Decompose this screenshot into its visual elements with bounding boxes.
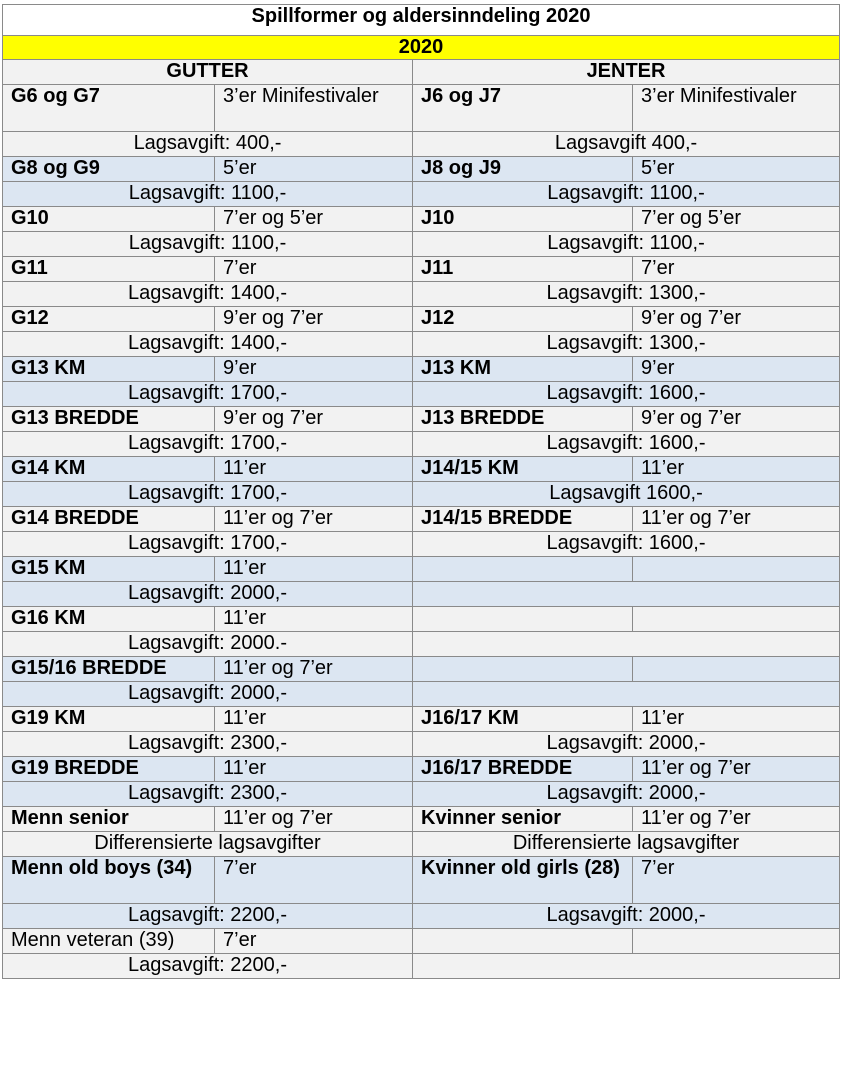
girls-group-name: J16/17 KM (413, 707, 633, 732)
boys-game-format: 3’er Minifestivaler (215, 85, 413, 132)
fee-row (3, 332, 840, 357)
age-group-table (2, 4, 840, 979)
girls-team-fee: Lagsavgift 1600,- (413, 482, 840, 507)
boys-group-name: G14 BREDDE (3, 507, 215, 532)
fee-row (3, 532, 840, 557)
girls-group-name: J8 og J9 (413, 157, 633, 182)
boys-team-fee: Lagsavgift: 1700,- (3, 432, 413, 457)
girls-game-format (633, 607, 840, 632)
girls-game-format: 5’er (633, 157, 840, 182)
category-row (3, 807, 840, 832)
boys-group-name: G15 KM (3, 557, 215, 582)
boys-group-name: Menn old boys (34) (3, 857, 215, 904)
boys-team-fee: Lagsavgift: 1400,- (3, 332, 413, 357)
boys-game-format: 7’er og 5’er (215, 207, 413, 232)
boys-team-fee: Lagsavgift: 1400,- (3, 282, 413, 307)
fee-row (3, 632, 840, 657)
girls-team-fee (413, 582, 840, 607)
boys-group-name: G19 KM (3, 707, 215, 732)
category-row (3, 507, 840, 532)
fee-row (3, 782, 840, 807)
girls-team-fee: Lagsavgift: 1100,- (413, 182, 840, 207)
boys-game-format: 11’er og 7’er (215, 657, 413, 682)
boys-game-format: 7’er (215, 257, 413, 282)
girls-group-name: J13 BREDDE (413, 407, 633, 432)
boys-group-name: Menn veteran (39) (3, 929, 215, 954)
girls-team-fee: Differensierte lagsavgifter (413, 832, 840, 857)
boys-group-name: G13 BREDDE (3, 407, 215, 432)
year-banner: 2020 (3, 36, 840, 60)
boys-game-format: 11’er (215, 757, 413, 782)
fee-row (3, 732, 840, 757)
girls-team-fee: Lagsavgift: 2000,- (413, 732, 840, 757)
girls-game-format (633, 657, 840, 682)
boys-team-fee: Differensierte lagsavgifter (3, 832, 413, 857)
girls-game-format: 3’er Minifestivaler (633, 85, 840, 132)
girls-group-name (413, 557, 633, 582)
girls-game-format (633, 929, 840, 954)
girls-group-name: J16/17 BREDDE (413, 757, 633, 782)
girls-game-format: 11’er (633, 707, 840, 732)
page-title: Spillformer og aldersinndeling 2020 (3, 5, 840, 36)
girls-team-fee (413, 632, 840, 657)
boys-team-fee: Lagsavgift: 1100,- (3, 232, 413, 257)
girls-team-fee: Lagsavgift: 1300,- (413, 332, 840, 357)
boys-team-fee: Lagsavgift: 400,- (3, 132, 413, 157)
category-row (3, 257, 840, 282)
girls-team-fee: Lagsavgift: 1600,- (413, 532, 840, 557)
category-row (3, 707, 840, 732)
header-girls: JENTER (413, 60, 840, 85)
girls-group-name (413, 607, 633, 632)
girls-team-fee (413, 954, 840, 979)
boys-group-name: G12 (3, 307, 215, 332)
header-boys: GUTTER (3, 60, 413, 85)
fee-row (3, 432, 840, 457)
fee-row (3, 904, 840, 929)
girls-team-fee: Lagsavgift: 1600,- (413, 382, 840, 407)
category-row (3, 657, 840, 682)
girls-group-name: Kvinner senior (413, 807, 633, 832)
boys-group-name: G15/16 BREDDE (3, 657, 215, 682)
girls-group-name (413, 657, 633, 682)
boys-group-name: Menn senior (3, 807, 215, 832)
fee-row (3, 954, 840, 979)
boys-team-fee: Lagsavgift: 2200,- (3, 904, 413, 929)
fee-row (3, 682, 840, 707)
boys-group-name: G16 KM (3, 607, 215, 632)
category-row (3, 457, 840, 482)
girls-game-format (633, 557, 840, 582)
boys-group-name: G10 (3, 207, 215, 232)
fee-row (3, 182, 840, 207)
boys-team-fee: Lagsavgift: 1700,- (3, 382, 413, 407)
boys-team-fee: Lagsavgift: 1700,- (3, 532, 413, 557)
girls-team-fee (413, 682, 840, 707)
boys-team-fee: Lagsavgift: 2300,- (3, 732, 413, 757)
girls-game-format: 9’er (633, 357, 840, 382)
fee-row (3, 582, 840, 607)
boys-team-fee: Lagsavgift: 2300,- (3, 782, 413, 807)
girls-group-name (413, 929, 633, 954)
girls-game-format: 9’er og 7’er (633, 307, 840, 332)
boys-game-format: 9’er (215, 357, 413, 382)
category-row (3, 307, 840, 332)
category-row (3, 929, 840, 954)
girls-game-format: 11’er og 7’er (633, 807, 840, 832)
category-row (3, 857, 840, 904)
boys-group-name: G6 og G7 (3, 85, 215, 132)
girls-team-fee: Lagsavgift: 1300,- (413, 282, 840, 307)
fee-row (3, 832, 840, 857)
girls-game-format: 11’er og 7’er (633, 757, 840, 782)
boys-game-format: 11’er (215, 707, 413, 732)
boys-game-format: 7’er (215, 929, 413, 954)
fee-row (3, 132, 840, 157)
girls-group-name: J11 (413, 257, 633, 282)
boys-game-format: 5’er (215, 157, 413, 182)
girls-group-name: J14/15 KM (413, 457, 633, 482)
fee-row (3, 482, 840, 507)
girls-game-format: 7’er (633, 257, 840, 282)
boys-game-format: 11’er (215, 557, 413, 582)
girls-group-name: J10 (413, 207, 633, 232)
boys-group-name: G13 KM (3, 357, 215, 382)
girls-group-name: J12 (413, 307, 633, 332)
girls-team-fee: Lagsavgift 400,- (413, 132, 840, 157)
girls-team-fee: Lagsavgift: 2000,- (413, 904, 840, 929)
boys-team-fee: Lagsavgift: 1100,- (3, 182, 413, 207)
boys-team-fee: Lagsavgift: 2000.- (3, 632, 413, 657)
girls-team-fee: Lagsavgift: 2000,- (413, 782, 840, 807)
category-row (3, 757, 840, 782)
category-row (3, 607, 840, 632)
fee-row (3, 382, 840, 407)
category-row (3, 157, 840, 182)
girls-group-name: J6 og J7 (413, 85, 633, 132)
girls-game-format: 9’er og 7’er (633, 407, 840, 432)
category-row (3, 557, 840, 582)
boys-group-name: G11 (3, 257, 215, 282)
category-row (3, 407, 840, 432)
girls-team-fee: Lagsavgift: 1100,- (413, 232, 840, 257)
category-row (3, 207, 840, 232)
boys-game-format: 9’er og 7’er (215, 307, 413, 332)
boys-team-fee: Lagsavgift: 2000,- (3, 682, 413, 707)
boys-game-format: 11’er og 7’er (215, 807, 413, 832)
girls-group-name: J13 KM (413, 357, 633, 382)
girls-group-name: Kvinner old girls (28) (413, 857, 633, 904)
boys-team-fee: Lagsavgift: 2200,- (3, 954, 413, 979)
girls-game-format: 7’er og 5’er (633, 207, 840, 232)
category-row (3, 357, 840, 382)
boys-group-name: G19 BREDDE (3, 757, 215, 782)
boys-group-name: G14 KM (3, 457, 215, 482)
category-row (3, 85, 840, 132)
boys-game-format: 11’er og 7’er (215, 507, 413, 532)
boys-team-fee: Lagsavgift: 2000,- (3, 582, 413, 607)
boys-game-format: 9’er og 7’er (215, 407, 413, 432)
girls-group-name: J14/15 BREDDE (413, 507, 633, 532)
boys-game-format: 11’er (215, 457, 413, 482)
boys-game-format: 11’er (215, 607, 413, 632)
fee-row (3, 282, 840, 307)
girls-team-fee: Lagsavgift: 1600,- (413, 432, 840, 457)
girls-game-format: 11’er (633, 457, 840, 482)
boys-group-name: G8 og G9 (3, 157, 215, 182)
boys-team-fee: Lagsavgift: 1700,- (3, 482, 413, 507)
fee-row (3, 232, 840, 257)
girls-game-format: 7’er (633, 857, 840, 904)
boys-game-format: 7’er (215, 857, 413, 904)
girls-game-format: 11’er og 7’er (633, 507, 840, 532)
